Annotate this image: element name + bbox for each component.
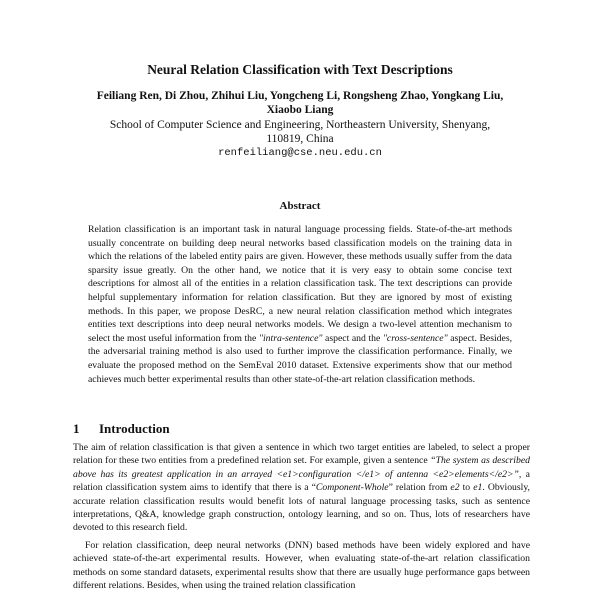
intro-text: . Obviously, accurate relation classification results would benefit lots of natural language processing tasks, such as sentence interpretations, Q&A, knowledge graph construction, ontology learning, and so on. Thus, lots of researchers have devoted to this research field. [73, 482, 530, 534]
relation-name: Component-Whole [315, 482, 389, 494]
abstract-body [88, 223, 512, 386]
intro-paragraph-2: For relation classification, deep neural networks (DNN) based methods have been widely explored and have achieved state-of-the-art experimental results. However, when evaluating state-of-the-art relation classification methods on some standard datasets, experimental results show that there are usually huge performance gaps between different relations. Besides, when using the trained relation classification [73, 539, 530, 592]
abstract-text-2: aspect. Besides, the adversarial training method is also used to further improve the classification performance. Finally, we evaluate the proposed method on the SemEval 2010 dataset. Extensive experiments show that our method achieves much better experimental results than other state-of-the-art relation classification methods. [88, 332, 513, 385]
intro-text: , a relation classification system aims to identify that there is a “ [73, 468, 530, 494]
entity-e1: e1 [473, 482, 483, 494]
example-sentence: “The system as described above has its greatest application in an arrayed <e1>configuration </e1> of antenna <e2>elements</e2>” [73, 455, 530, 480]
author-email: renfeiliang@cse.neu.edu.cn [218, 147, 382, 159]
section-title: Introduction [99, 421, 170, 436]
affiliation: School of Computer Science and Engineering, Northeastern University, Shenyang, 110819, China [109, 119, 491, 145]
section-number: 1 [73, 421, 80, 436]
intro-text: to [459, 482, 474, 494]
abstract-heading: Abstract [279, 200, 321, 212]
intro-paragraph-1 [73, 441, 530, 535]
section-heading-introduction [73, 421, 170, 437]
intra-sentence-term: "intra-sentence" [258, 332, 323, 344]
abstract-text-mid: aspect and the [322, 332, 383, 344]
cross-sentence-term: "cross-sentence" [382, 332, 448, 344]
entity-e2: e2 [450, 482, 460, 494]
intro-text: ” relation from [388, 482, 451, 494]
paper-title: Neural Relation Classification with Text Descriptions [147, 62, 453, 77]
intro-text: The aim of relation classification is that given a sentence in which two target entities are labeled, to select a proper relation for these two entities from a predefined relation set. For example, given a sentence [73, 442, 530, 467]
author-list: Feiliang Ren, Di Zhou, Zhihui Liu, Yongcheng Li, Rongsheng Zhao, Yongkang Liu, Xiaobo Liang [96, 90, 504, 116]
introduction-body [73, 441, 530, 592]
abstract-text-1: Relation classification is an important task in natural language processing fields. State-of-the-art methods usually concentrate on building deep neural networks based classification models on the training data in which the relations of the labeled entity pairs are given. However, these methods usually suffer from the data sparsity issue greatly. On the other hand, we notice that it is very easy to obtain some concise text descriptions for almost all of the entities in a relation classification task. The text descriptions can provide helpful supplementary information for relation classification. But they are ignored by most of existing methods. In this paper, we propose DesRC, a new neural relation classification method which integrates entities text descriptions into deep neural networks models. We design a two-level attention mechanism to select the most useful information from the [88, 224, 512, 344]
